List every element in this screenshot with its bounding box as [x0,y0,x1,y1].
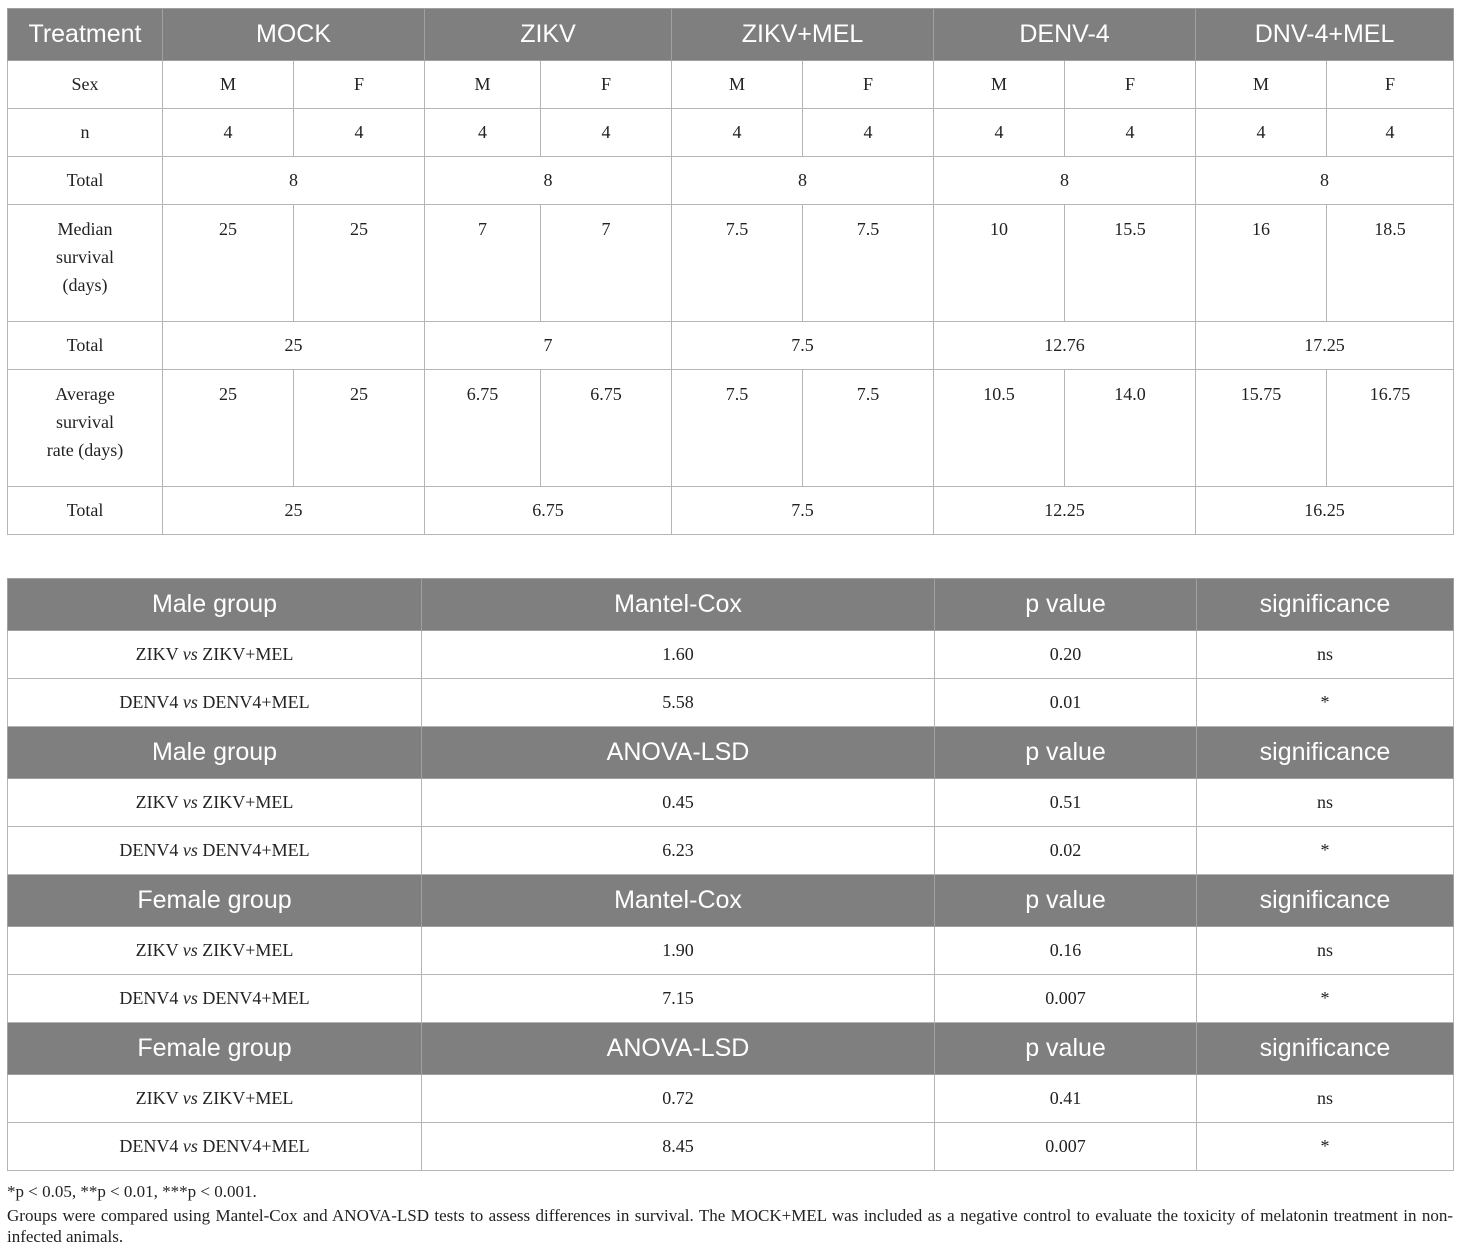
table-cell: 25 [294,205,425,322]
statistic-cell: 0.45 [422,779,935,827]
comparison-cell [8,827,422,875]
row-label [8,205,163,322]
row-label: Total [8,487,163,535]
table-cell: 7.5 [672,205,803,322]
group-a: DENV4 [119,692,179,712]
table-cell: 4 [163,109,294,157]
group-b: ZIKV+MEL [202,644,294,664]
group-b: ZIKV+MEL [202,940,294,960]
column-header: MOCK [163,9,425,61]
label-line: survival [56,412,114,432]
vs-label: vs [182,988,198,1008]
group-a: ZIKV [135,792,179,812]
table-row [8,679,1454,727]
table-cell: 4 [425,109,541,157]
table-row [8,779,1454,827]
vs-label: vs [182,1136,198,1156]
table-cell: 6.75 [425,487,672,535]
table-row [8,157,1454,205]
table-cell: 15.75 [1196,370,1327,487]
column-header: Treatment [8,9,163,61]
section-header-row [8,1023,1454,1075]
table-row [8,1075,1454,1123]
vs-label: vs [182,644,198,664]
table-cell: 8 [934,157,1196,205]
table-row [8,927,1454,975]
table-cell: F [294,61,425,109]
group-b: DENV4+MEL [202,1136,310,1156]
table-cell: 16 [1196,205,1327,322]
table-cell: 18.5 [1327,205,1454,322]
table-cell: F [803,61,934,109]
table-cell: 7.5 [803,370,934,487]
statistic-cell: 6.23 [422,827,935,875]
group-a: ZIKV [135,940,179,960]
p-value-cell: 0.20 [935,631,1197,679]
comparison-cell [8,927,422,975]
group-a: ZIKV [135,644,179,664]
comparison-cell [8,679,422,727]
table-cell: 4 [1065,109,1196,157]
table-cell: 7.5 [672,370,803,487]
table-cell: 16.75 [1327,370,1454,487]
column-header: Female group [8,1023,422,1075]
statistic-cell: 8.45 [422,1123,935,1171]
table-cell: M [934,61,1065,109]
column-header: significance [1197,579,1454,631]
table-row [8,975,1454,1023]
table-cell: 8 [672,157,934,205]
vs-label: vs [182,1088,198,1108]
significance-cell: ns [1197,631,1454,679]
row-label: Total [8,322,163,370]
table-cell: M [672,61,803,109]
group-a: ZIKV [135,1088,179,1108]
table-cell: 4 [934,109,1065,157]
p-value-cell: 0.16 [935,927,1197,975]
column-header: ZIKV [425,9,672,61]
column-header: Male group [8,579,422,631]
table-cell: 7.5 [672,487,934,535]
survival-table [7,8,1454,535]
label-line: Average [55,384,115,404]
label-line: rate (days) [46,440,124,460]
table-cell: 8 [163,157,425,205]
table-cell: M [163,61,294,109]
column-header: ZIKV+MEL [672,9,934,61]
table-row [8,631,1454,679]
table-cell: F [1065,61,1196,109]
label-line: survival [56,247,114,267]
table-cell: 7.5 [803,205,934,322]
table-cell: 4 [672,109,803,157]
column-header: significance [1197,875,1454,927]
significance-cell: * [1197,679,1454,727]
table-cell: 4 [1196,109,1327,157]
group-a: DENV4 [119,1136,179,1156]
table-cell: 25 [163,205,294,322]
table-cell: 12.76 [934,322,1196,370]
table-row [8,1123,1454,1171]
table-cell: 10.5 [934,370,1065,487]
statistics-table [7,578,1454,1171]
row-label: Sex [8,61,163,109]
table-cell: 25 [163,322,425,370]
section-header-row [8,579,1454,631]
column-header: p value [935,1023,1197,1075]
significance-cell: * [1197,827,1454,875]
table-cell: 12.25 [934,487,1196,535]
table-row [8,322,1454,370]
table-cell: 17.25 [1196,322,1454,370]
table-cell: 7.5 [672,322,934,370]
statistic-cell: 1.60 [422,631,935,679]
label-line: (days) [62,275,108,295]
significance-cell: * [1197,1123,1454,1171]
column-header: significance [1197,727,1454,779]
table-cell: M [425,61,541,109]
table-cell: 6.75 [425,370,541,487]
section-header-row [8,727,1454,779]
table-cell: 25 [163,487,425,535]
table-cell: 10 [934,205,1065,322]
row-label [8,370,163,487]
table-row [8,109,1454,157]
table-cell: 4 [294,109,425,157]
significance-footnote: *p < 0.05, **p < 0.01, ***p < 0.001. [7,1182,257,1201]
p-value-cell: 0.007 [935,1123,1197,1171]
group-b: DENV4+MEL [202,692,310,712]
column-header: DENV-4 [934,9,1196,61]
group-b: ZIKV+MEL [202,1088,294,1108]
column-header: significance [1197,1023,1454,1075]
p-value-cell: 0.41 [935,1075,1197,1123]
significance-cell: * [1197,975,1454,1023]
comparison-cell [8,975,422,1023]
table-cell: M [1196,61,1327,109]
comparison-cell [8,779,422,827]
table-cell: 15.5 [1065,205,1196,322]
table-footnote: Groups were compared using Mantel-Cox and ANOVA-LSD tests to assess differences in survival. The MOCK+MEL was included as a negative control to evaluate the toxicity of melatonin treatment in non-infected animals. [7,1206,1453,1246]
table-row [8,61,1454,109]
table-row [8,827,1454,875]
comparison-cell [8,1075,422,1123]
column-header: ANOVA-LSD [422,1023,935,1075]
table-cell: F [1327,61,1454,109]
p-value-cell: 0.51 [935,779,1197,827]
vs-label: vs [182,840,198,860]
table-cell: 7 [541,205,672,322]
column-header: Male group [8,727,422,779]
table-row [8,370,1454,487]
table-cell: 4 [803,109,934,157]
row-label: Total [8,157,163,205]
comparison-cell [8,1123,422,1171]
row-label: n [8,109,163,157]
statistic-cell: 1.90 [422,927,935,975]
table-cell: 7 [425,322,672,370]
significance-cell: ns [1197,1075,1454,1123]
group-b: DENV4+MEL [202,840,310,860]
p-value-cell: 0.01 [935,679,1197,727]
table-cell: 25 [294,370,425,487]
table-cell: 14.0 [1065,370,1196,487]
column-header: Mantel-Cox [422,579,935,631]
group-a: DENV4 [119,840,179,860]
column-header: Female group [8,875,422,927]
table-cell: 4 [541,109,672,157]
group-b: ZIKV+MEL [202,792,294,812]
group-b: DENV4+MEL [202,988,310,1008]
vs-label: vs [182,940,198,960]
table-cell: 7 [425,205,541,322]
statistic-cell: 7.15 [422,975,935,1023]
vs-label: vs [182,792,198,812]
label-line: Median [57,219,113,239]
table-cell: 25 [163,370,294,487]
table-cell: 16.25 [1196,487,1454,535]
table-header-row [8,9,1454,61]
column-header: ANOVA-LSD [422,727,935,779]
table-row [8,205,1454,322]
table-cell: 4 [1327,109,1454,157]
column-header: DNV-4+MEL [1196,9,1454,61]
table-cell: 8 [425,157,672,205]
group-a: DENV4 [119,988,179,1008]
p-value-cell: 0.02 [935,827,1197,875]
table-cell: 6.75 [541,370,672,487]
significance-cell: ns [1197,779,1454,827]
p-value-cell: 0.007 [935,975,1197,1023]
statistic-cell: 5.58 [422,679,935,727]
section-header-row [8,875,1454,927]
statistic-cell: 0.72 [422,1075,935,1123]
significance-cell: ns [1197,927,1454,975]
column-header: p value [935,875,1197,927]
column-header: p value [935,727,1197,779]
table-cell: F [541,61,672,109]
table-row [8,487,1454,535]
table-cell: 8 [1196,157,1454,205]
column-header: p value [935,579,1197,631]
vs-label: vs [182,692,198,712]
comparison-cell [8,631,422,679]
column-header: Mantel-Cox [422,875,935,927]
